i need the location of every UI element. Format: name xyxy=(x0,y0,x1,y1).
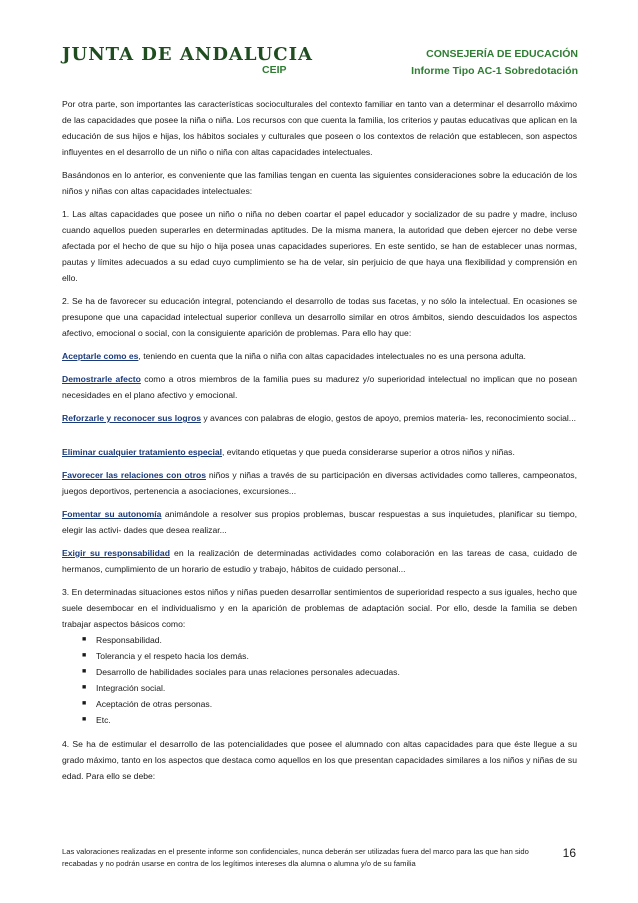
square-bullet-icon: ■ xyxy=(82,636,87,643)
list-item-text: Aceptación de otras personas. xyxy=(96,699,213,709)
paragraph-text: animándole a resolver sus propios problemas, buscar respuestas a sus inquietudes, planificar su tiempo, elegir las activi- dades que desea realizar... xyxy=(62,509,577,535)
list-item xyxy=(82,696,577,712)
consejeria-title: CONSEJERÍA DE EDUCACIÓN xyxy=(426,48,578,60)
list-item xyxy=(82,648,577,664)
highlight-term: Reforzarle y reconocer sus logros xyxy=(62,413,201,423)
paragraph: 3. En determinadas situaciones estos niños y niñas pueden desarrollar sentimientos de superioridad respecto a sus iguales, hecho que suele desembocar en el individualismo y en la aparición de problemas de adaptación social. Por ello, desde la familia se deben trabajar aspectos básicos como: xyxy=(62,587,577,629)
confidentiality-footer: Las valoraciones realizadas en el presente informe son confidenciales, nunca deberán ser utilizadas fuera del marco para las que han sido recabadas y no podrán usarse en contra de los legítimos intereses dla alumna o alumna y/o de su familia xyxy=(62,847,529,868)
highlight-term: Demostrarle afecto xyxy=(62,374,141,384)
page-header xyxy=(0,0,638,90)
paragraph xyxy=(62,467,577,499)
square-bullet-icon: ■ xyxy=(82,684,87,691)
paragraph xyxy=(62,545,577,577)
highlight-term: Aceptarle como es xyxy=(62,351,139,361)
paragraph-text: , evitando etiquetas y que pueda considerarse superior a otros niños y niñas. xyxy=(222,447,515,457)
list-item xyxy=(82,632,577,648)
report-type: Informe Tipo AC-1 Sobredotación xyxy=(411,65,578,77)
paragraph xyxy=(62,444,577,460)
list-item-text: Etc. xyxy=(96,715,111,725)
paragraph xyxy=(62,371,577,403)
junta-logo: JUNTA DE ANDALUCIA xyxy=(62,44,313,65)
paragraph xyxy=(62,348,577,364)
paragraph-text: niños y niñas a través de su participación en diversas actividades como talleres, campeonatos, juegos deportivos, pertenencia a asociaciones, excursiones... xyxy=(62,470,577,496)
square-bullet-icon: ■ xyxy=(82,652,87,659)
highlight-term: Eliminar cualquier tratamiento especial xyxy=(62,447,222,457)
paragraph: Por otra parte, son importantes las características socioculturales del contexto familiar en tanto van a determinar el desarrollo máximo de las capacidades que posee la niña o niña. Los recursos con que cuenta la familia, los criterios y pautas educativas que aplican en la educación de sus hijos e hijas, los hábitos sociales y culturales que poseen o los contextos de relación que establecen, son aspectos influyentes en el desarrollo de un niño o niña con altas capacidades intelectuales. xyxy=(62,99,577,157)
highlight-term: Exigir su responsabilidad xyxy=(62,548,170,558)
list-item-text: Tolerancia y el respeto hacia los demás. xyxy=(96,651,249,661)
paragraph-text: , teniendo en cuenta que la niña o niña con altas capacidades intelectuales no es una persona adulta. xyxy=(138,351,526,361)
list-item-text: Desarrollo de habilidades sociales para unas relaciones personales adecuadas. xyxy=(96,667,400,677)
school-type: CEIP xyxy=(262,64,287,76)
square-bullet-icon: ■ xyxy=(82,668,87,675)
paragraph-text: en la realización de determinadas actividades como colaboración en las tareas de casa, cuidado de hermanos, cumplimiento de un horario de estudio y trabajo, hábitos de cuidado personal... xyxy=(62,548,577,574)
highlight-term: Favorecer las relaciones con otros xyxy=(62,470,206,480)
list-item xyxy=(82,712,577,728)
square-bullet-icon: ■ xyxy=(82,716,87,723)
list-item xyxy=(82,664,577,680)
bullet-list xyxy=(62,632,577,728)
paragraph: Basándonos en lo anterior, es conveniente que las familias tengan en cuenta las siguientes consideraciones sobre la educación de los niños y niñas con altas capacidades intelectuales: xyxy=(62,170,577,196)
paragraph: 1. Las altas capacidades que posee un niño o niña no deben coartar el papel educador y socializador de su padre y madre, incluso cuando aquellos pueden superarles en determinadas aptitudes. De la misma manera, la autoridad que deben ejercer no debe verse afectada por el hecho de que su hijo o hija posea unas capacidades superiores. En este sentido, se han de establecer unas normas, pautas y límites adecuados a su edad cuyo cumplimiento se ha de velar, sin perjuicio de que haya una flexibilidad y comprensión en ello. xyxy=(62,209,577,283)
paragraph xyxy=(62,410,577,426)
paragraph: 2. Se ha de favorecer su educación integral, potenciando el desarrollo de todas sus facetas, y no sólo la intelectual. En ocasiones se presupone que una capacidad intelectual superior conlleva un desarrollo similar en otros ámbitos, siendo descuidados los aspectos afectivo, emocional o social, con la consiguiente aparición de problemas. Para ello hay que: xyxy=(62,296,577,338)
paragraph-text: como a otros miembros de la familia pues su madurez y/o superioridad intelectual no implican que no posean necesidades en el plano afectivo y emocional. xyxy=(62,374,577,400)
highlight-term: Fomentar su autonomía xyxy=(62,509,162,519)
header-right xyxy=(411,46,578,80)
list-item-text: Responsabilidad. xyxy=(96,635,162,645)
document-body xyxy=(62,96,577,791)
page-number: 16 xyxy=(562,846,576,860)
list-item-text: Integración social. xyxy=(96,683,166,693)
paragraph: 4. Se ha de estimular el desarrollo de las potencialidades que posee el alumnado con altas capacidades para que éste llegue a su grado máximo, tanto en los aspectos que destaca como aquellos en los que presentan capacidades similares a los niños y niñas de su edad. Para ello se debe: xyxy=(62,739,577,781)
paragraph xyxy=(62,506,577,538)
list-item xyxy=(82,680,577,696)
square-bullet-icon: ■ xyxy=(82,700,87,707)
paragraph-text: y avances con palabras de elogio, gestos de apoyo, premios materia- les, reconocimiento social... xyxy=(200,413,576,423)
